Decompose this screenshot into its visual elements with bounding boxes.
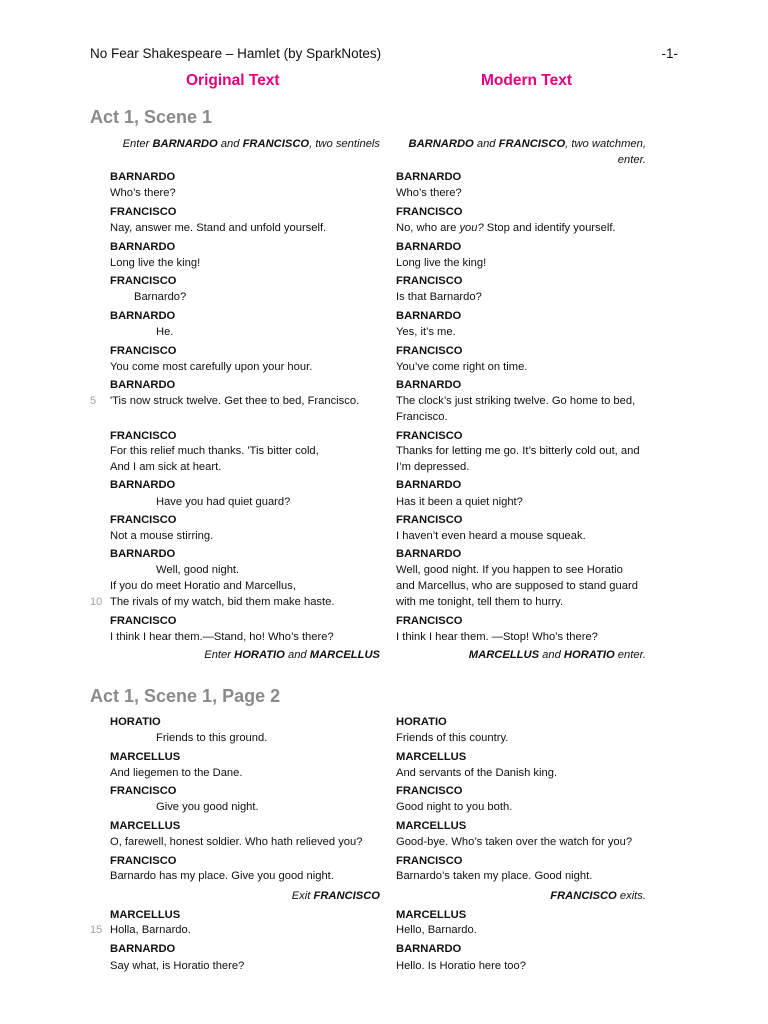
stage-direction-modern: BARNARDO and FRANCISCO, two watchmen, enter. [408,138,646,166]
line-number: 15 [90,924,103,936]
speaker-name: FRANCISCO [110,615,177,627]
speaker-name: FRANCISCO [110,206,177,218]
modern-line: I’m depressed. [396,461,470,473]
modern-line: Who’s there? [396,187,462,199]
speaker-name: MARCELLUS [396,909,467,921]
speaker-name: FRANCISCO [110,785,177,797]
speaker-name: FRANCISCO [396,615,463,627]
original-line: Barnardo? [134,291,187,303]
speaker-name: FRANCISCO [110,345,177,357]
speaker-name: FRANCISCO [110,430,177,442]
original-line: Long live the king! [110,257,201,269]
original-line: And liegemen to the Dane. [110,767,243,779]
speaker-name: FRANCISCO [396,785,463,797]
modern-line: Well, good night. If you happen to see Horatio [396,564,623,576]
stage-direction-modern: MARCELLUS and HORATIO enter. [468,649,646,661]
speaker-name: FRANCISCO [396,275,463,287]
speaker-name: BARNARDO [110,479,176,491]
section-heading: Act 1, Scene 1 [90,107,213,127]
modern-line: Good night to you both. [396,801,513,813]
original-line: Holla, Barnardo. [110,924,191,936]
modern-line: Has it been a quiet night? [396,496,523,508]
speaker-name: FRANCISCO [396,345,463,357]
modern-line: Friends of this country. [396,732,509,744]
original-line: Friends to this ground. [156,732,268,744]
modern-line: Thanks for letting me go. It’s bitterly cold out, and [396,445,640,457]
modern-line: I haven’t even heard a mouse squeak. [396,530,586,542]
speaker-name: BARNARDO [396,379,462,391]
speaker-name: MARCELLUS [110,909,181,921]
original-line: For this relief much thanks. 'Tis bitter cold, [110,445,319,457]
column-heading-modern: Modern Text [481,72,572,89]
modern-line: The clock’s just striking twelve. Go home to bed, [396,395,636,407]
speaker-name: BARNARDO [396,241,462,253]
original-line: Who’s there? [110,187,176,199]
stage-direction-original: Enter HORATIO and MARCELLUS [204,649,380,661]
modern-line: Good-bye. Who’s taken over the watch for you? [396,836,633,848]
speaker-name: FRANCISCO [396,514,463,526]
speaker-name: BARNARDO [110,943,176,955]
speaker-name: FRANCISCO [396,206,463,218]
speaker-name: FRANCISCO [110,514,177,526]
speaker-name: MARCELLUS [396,751,467,763]
speaker-name: BARNARDO [396,943,462,955]
modern-line: Hello. Is Horatio here too? [396,960,526,972]
original-line: Have you had quiet guard? [156,496,291,508]
speaker-name: MARCELLUS [396,820,467,832]
line-number: 5 [90,395,97,407]
modern-line: Francisco. [396,411,448,423]
original-line: Barnardo has my place. Give you good night. [110,870,334,882]
speaker-name: BARNARDO [110,171,176,183]
original-line: If you do meet Horatio and Marcellus, [110,580,296,592]
speaker-name: FRANCISCO [110,275,177,287]
original-line: Say what, is Horatio there? [110,960,245,972]
original-line: O, farewell, honest soldier. Who hath relieved you? [110,836,363,848]
speaker-name: BARNARDO [396,171,462,183]
section-heading: Act 1, Scene 1, Page 2 [90,686,281,706]
speaker-name: FRANCISCO [110,855,177,867]
page-number: -1- [661,46,678,61]
column-heading-original: Original Text [186,72,280,89]
speaker-name: HORATIO [110,716,161,728]
speaker-name: BARNARDO [110,548,176,560]
modern-line: Yes, it’s me. [396,326,456,338]
speaker-name: MARCELLUS [110,751,181,763]
modern-line: Barnardo’s taken my place. Good night. [396,870,593,882]
speaker-name: BARNARDO [396,479,462,491]
page-header [90,46,678,61]
original-line: 'Tis now struck twelve. Get thee to bed, Francisco. [110,395,360,407]
speaker-name: HORATIO [396,716,447,728]
modern-line: with me tonight, tell them to hurry. [396,596,564,608]
speaker-name: BARNARDO [396,310,462,322]
modern-line: I think I hear them. —Stop! Who’s there? [396,631,598,643]
speaker-name: BARNARDO [110,379,176,391]
original-line: Well, good night. [156,564,240,576]
modern-line: Is that Barnardo? [396,291,482,303]
modern-line: You’ve come right on time. [396,361,528,373]
speaker-name: FRANCISCO [396,855,463,867]
original-line: I think I hear them.—Stand, ho! Who’s there? [110,631,334,643]
stage-direction-original: Enter BARNARDO and FRANCISCO, two sentinels [122,138,380,150]
speaker-name: BARNARDO [396,548,462,560]
original-line: Nay, answer me. Stand and unfold yourself. [110,222,327,234]
modern-line: And servants of the Danish king. [396,767,558,779]
modern-line: No, who are you? Stop and identify yourself. [396,222,616,234]
modern-line: Long live the king! [396,257,487,269]
original-line: Not a mouse stirring. [110,530,214,542]
original-line: Give you good night. [156,801,259,813]
modern-line: Hello, Barnardo. [396,924,477,936]
original-line: And I am sick at heart. [110,461,222,473]
document-title: No Fear Shakespeare – Hamlet (by SparkNotes) [90,46,382,61]
stage-direction-original: Exit FRANCISCO [291,890,380,902]
stage-direction-modern: FRANCISCO exits. [550,890,646,902]
line-number: 10 [90,596,103,608]
original-line: You come most carefully upon your hour. [110,361,313,373]
speaker-name: BARNARDO [110,310,176,322]
original-line: He. [156,326,174,338]
speaker-name: FRANCISCO [396,430,463,442]
speaker-name: MARCELLUS [110,820,181,832]
original-line: The rivals of my watch, bid them make haste. [110,596,335,608]
speaker-name: BARNARDO [110,241,176,253]
modern-line: and Marcellus, who are supposed to stand guard [396,580,638,592]
